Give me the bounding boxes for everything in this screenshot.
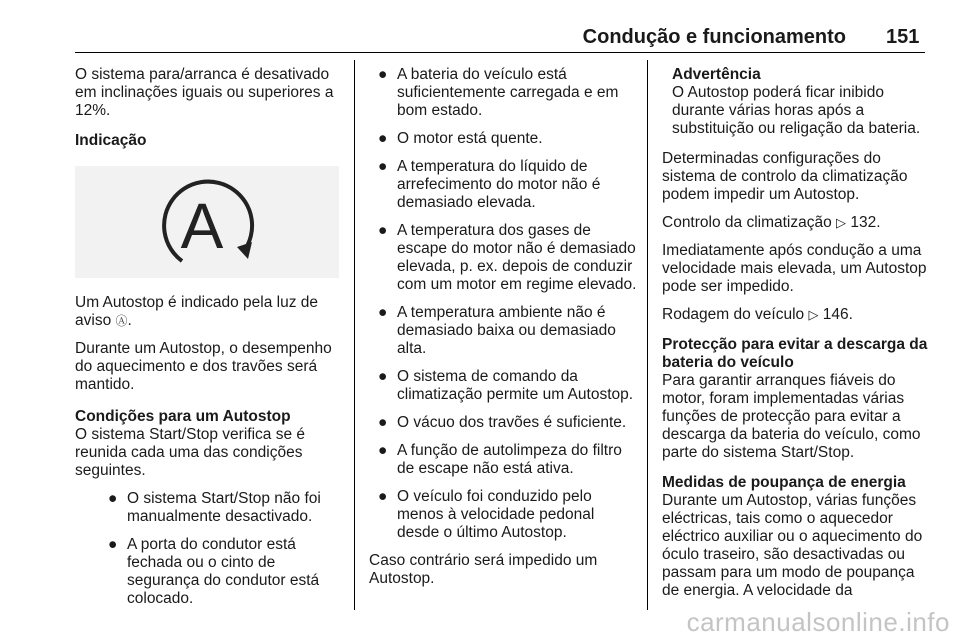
heading-battery-protection: Protecção para evitar a descarga da bateria do veículo [662, 336, 928, 371]
bullet-icon: ● [378, 488, 388, 505]
list-item [369, 488, 637, 542]
reference-page: 132. [850, 214, 881, 231]
heading-energy-saving: Medidas de poupança de energia [662, 474, 906, 491]
reference-text: Rodagem do veículo [662, 306, 805, 323]
list-item-text: A temperatura dos gases de escape do motor não é demasiado elevada, p. ex. depois de conduzir com um motor em regime elevado. [397, 222, 637, 293]
paragraph-high-speed: Imediatamente após condução a uma velocidade mais elevada, um Autostop pode ser impedido. [662, 242, 927, 295]
page-number: 151 [886, 26, 920, 48]
autostop-icon [142, 172, 272, 272]
paragraph-conditions-intro: O sistema Start/Stop verifica se é reunida cada uma das condições seguintes. [75, 426, 306, 479]
header-rule [75, 52, 925, 53]
reference-page: 146. [822, 306, 853, 323]
list-item [99, 536, 343, 608]
list-item [369, 130, 637, 148]
column-2 [369, 66, 637, 598]
list-item [369, 66, 637, 120]
list-item-text: O sistema Start/Stop não foi manualmente desactivado. [127, 490, 321, 525]
bullet-icon: ● [378, 304, 388, 321]
list-item-text: A bateria do veículo está suficientemente carregada e em bom estado. [397, 66, 619, 119]
condition-list-1 [75, 490, 343, 608]
heading-condicoes: Condições para um Autostop [75, 408, 291, 425]
list-item-text: O vácuo dos travões é suficiente. [397, 414, 627, 431]
list-item [369, 222, 637, 294]
autostop-icon-letter: A [180, 190, 224, 262]
list-item-text: O sistema de comando da climatização permite um Autostop. [397, 368, 634, 403]
paragraph-otherwise: Caso contrário será impedido um Autostop. [369, 552, 598, 587]
paragraph-heating: Durante um Autostop, o desempenho do aquecimento e dos travões será mantido. [75, 340, 332, 393]
page-reference-icon: ▷ [808, 307, 819, 322]
paragraph-climate-config: Determinadas configurações do sistema de controlo da climatização podem impedir um Autostop. [662, 150, 908, 203]
bullet-icon: ● [108, 490, 118, 507]
warning-note-title: Advertência [672, 66, 761, 83]
warning-note [662, 66, 930, 138]
list-item [369, 368, 637, 404]
list-item [369, 442, 637, 478]
bullet-icon: ● [378, 130, 388, 147]
bullet-icon: ● [378, 414, 388, 431]
list-item-text: O veículo foi conduzido pelo menos à velocidade pedonal desde o último Autostop. [397, 488, 595, 541]
list-item [369, 304, 637, 358]
list-item [99, 490, 343, 526]
paragraph-battery-protection: Para garantir arranques fiáveis do motor, foram implementadas várias funções de protecção para evitar a descarga da bateria do veículo, como parte do sistema Start/Stop. [662, 372, 921, 461]
paragraph-slope: O sistema para/arranca é desativado em inclinações iguais ou superiores a 12%. [75, 66, 334, 119]
bullet-icon: ● [378, 66, 388, 83]
warning-light-text: Um Autostop é indicado pela luz de aviso [75, 294, 318, 329]
autostop-indicator-figure [75, 166, 339, 278]
paragraph-energy-saving: Durante um Autostop, várias funções eléctricas, tais como o aquecedor eléctrico auxiliar ou o aquecimento do óculo traseiro, são desactivadas ou passam para um modo de poupança de energia. A velocidade da [662, 492, 923, 599]
column-1 [75, 66, 343, 618]
warning-note-text: O Autostop poderá ficar inibido durante várias horas após a substituição ou religação da bateria. [672, 84, 921, 137]
bullet-icon: ● [378, 442, 388, 459]
warning-light-period: . [127, 312, 132, 329]
list-item-text: O motor está quente. [397, 130, 543, 147]
page-reference-icon: ▷ [836, 215, 847, 230]
paragraph-warning-light [75, 294, 343, 330]
list-item-text: A temperatura do líquido de arrefecimento do motor não é demasiado elevada. [397, 158, 601, 211]
autostop-warning-light-icon: Ⓐ [115, 314, 128, 328]
page-header-title: Condução e funcionamento [582, 26, 846, 48]
heading-indicacao: Indicação [75, 132, 147, 149]
bullet-icon: ● [108, 536, 118, 553]
list-item-text: A temperatura ambiente não é demasiado baixa ou demasiado alta. [397, 304, 616, 357]
list-item-text: A porta do condutor está fechada ou o cinto de segurança do condutor está colocado. [127, 536, 320, 607]
reference-climate-control[interactable] [662, 214, 930, 232]
bullet-icon: ● [378, 158, 388, 175]
list-item [369, 158, 637, 212]
column-3 [662, 66, 930, 600]
list-item [369, 414, 637, 432]
bullet-icon: ● [378, 222, 388, 239]
bullet-icon: ● [378, 368, 388, 385]
column-divider-1 [354, 60, 355, 610]
column-divider-2 [647, 60, 648, 610]
watermark: carmanualsonline.info [686, 607, 950, 637]
list-item-text: A função de autolimpeza do filtro de escape não está ativa. [397, 442, 622, 477]
reference-breaking-in[interactable] [662, 306, 930, 324]
reference-text: Controlo da climatização [662, 214, 832, 231]
